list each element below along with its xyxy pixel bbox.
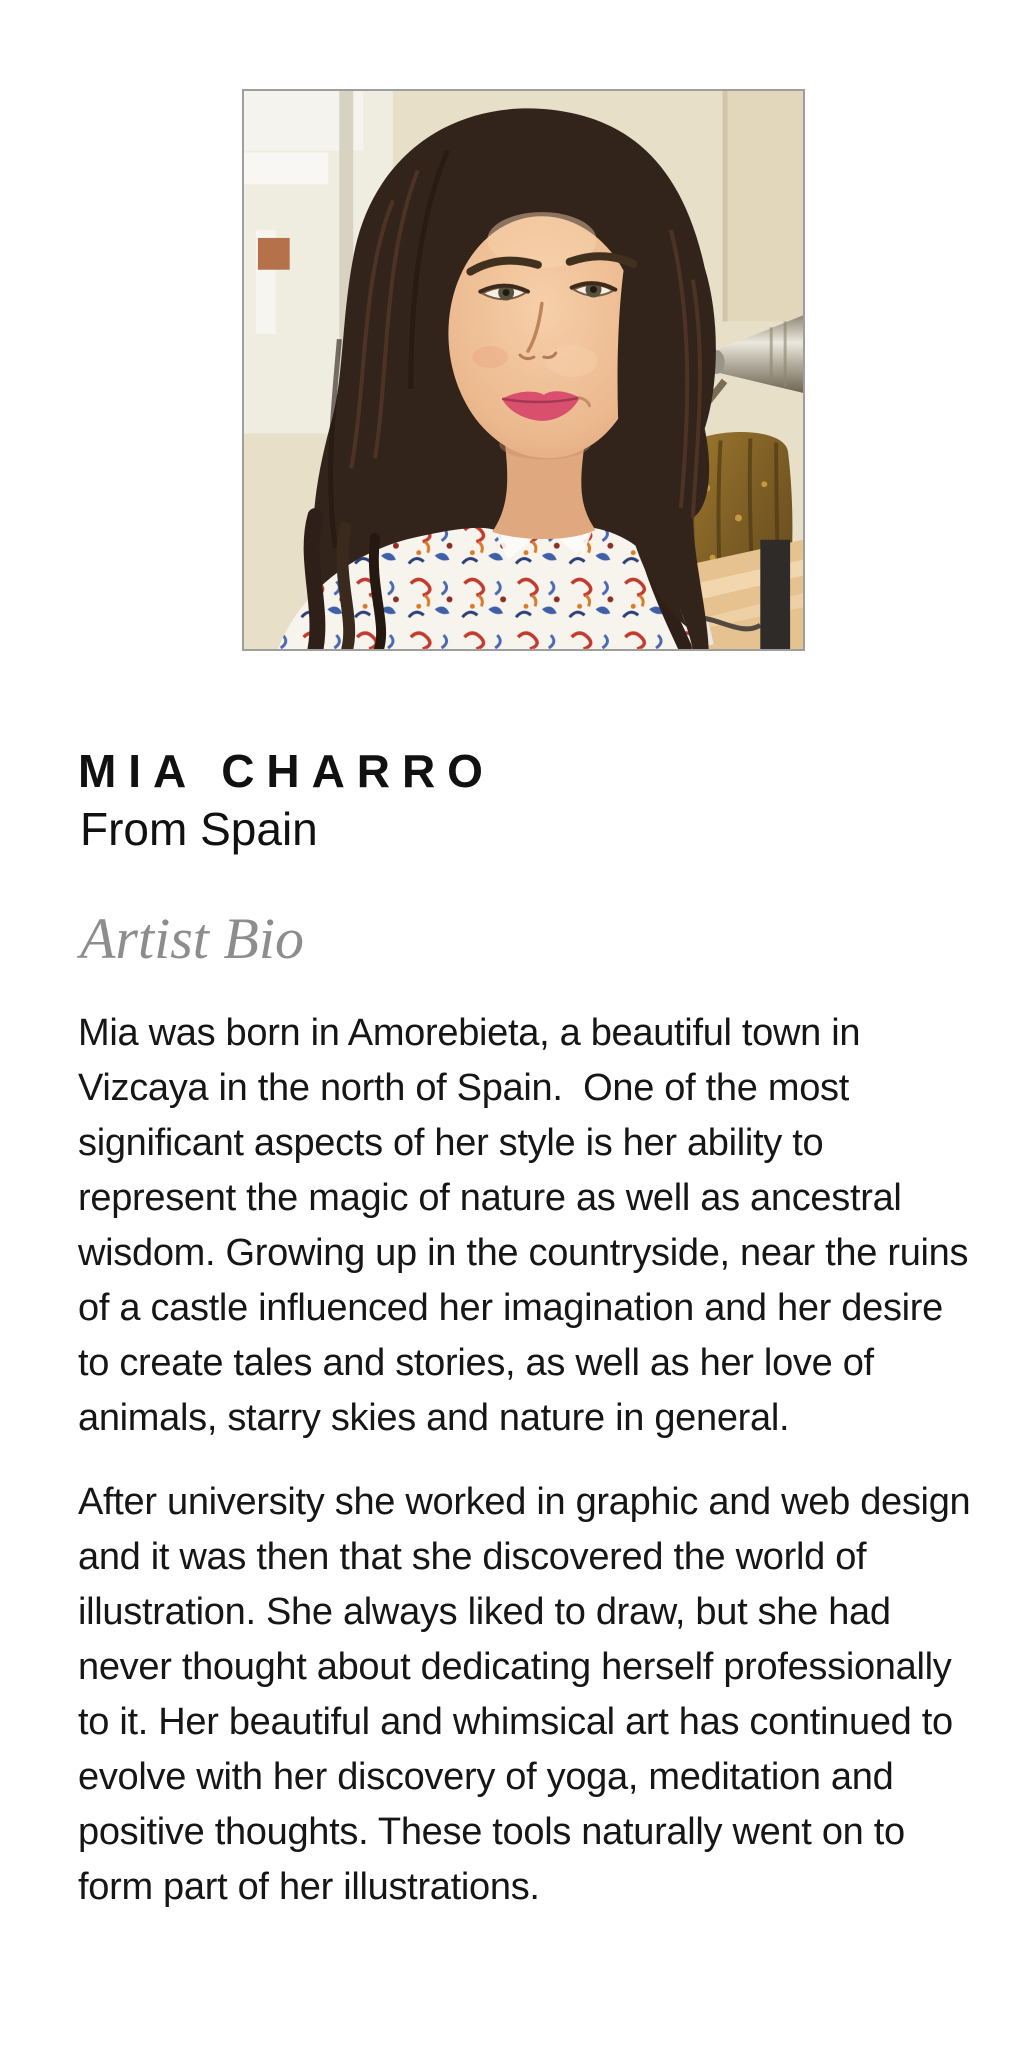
bio-paragraph-1: Mia was born in Amorebieta, a beautiful town in Vizcaya in the north of Spain. One of the most significant aspects of her style is her ability to represent the magic of nature as well as ancestral wisdom. Growing up in the countryside, near the ruins of a castle influenced her imagination and her desire to create tales and stories, as well as her love of animals, starry skies and nature in general. (78, 1012, 979, 1439)
lamp-pole (760, 540, 790, 649)
artist-name: MIA CHARRO (78, 745, 495, 797)
artist-portrait-illustration (244, 91, 803, 649)
wall-corner (723, 91, 728, 321)
artist-photo (242, 89, 805, 651)
artist-origin: From Spain (80, 803, 318, 855)
bio-paragraph-2: After university she worked in graphic and web design and it was then that she discovered the world of illustration. She always liked to draw, but she had never thought about dedicating herself professionally to it. Her beautiful and whimsical art has continued to evolve with her discovery of yoga, meditation and positive thoughts. These tools naturally went on to form part of her illustrations. (78, 1481, 981, 1908)
section-title-artist-bio: Artist Bio (80, 906, 304, 971)
shelf-object (258, 238, 290, 270)
